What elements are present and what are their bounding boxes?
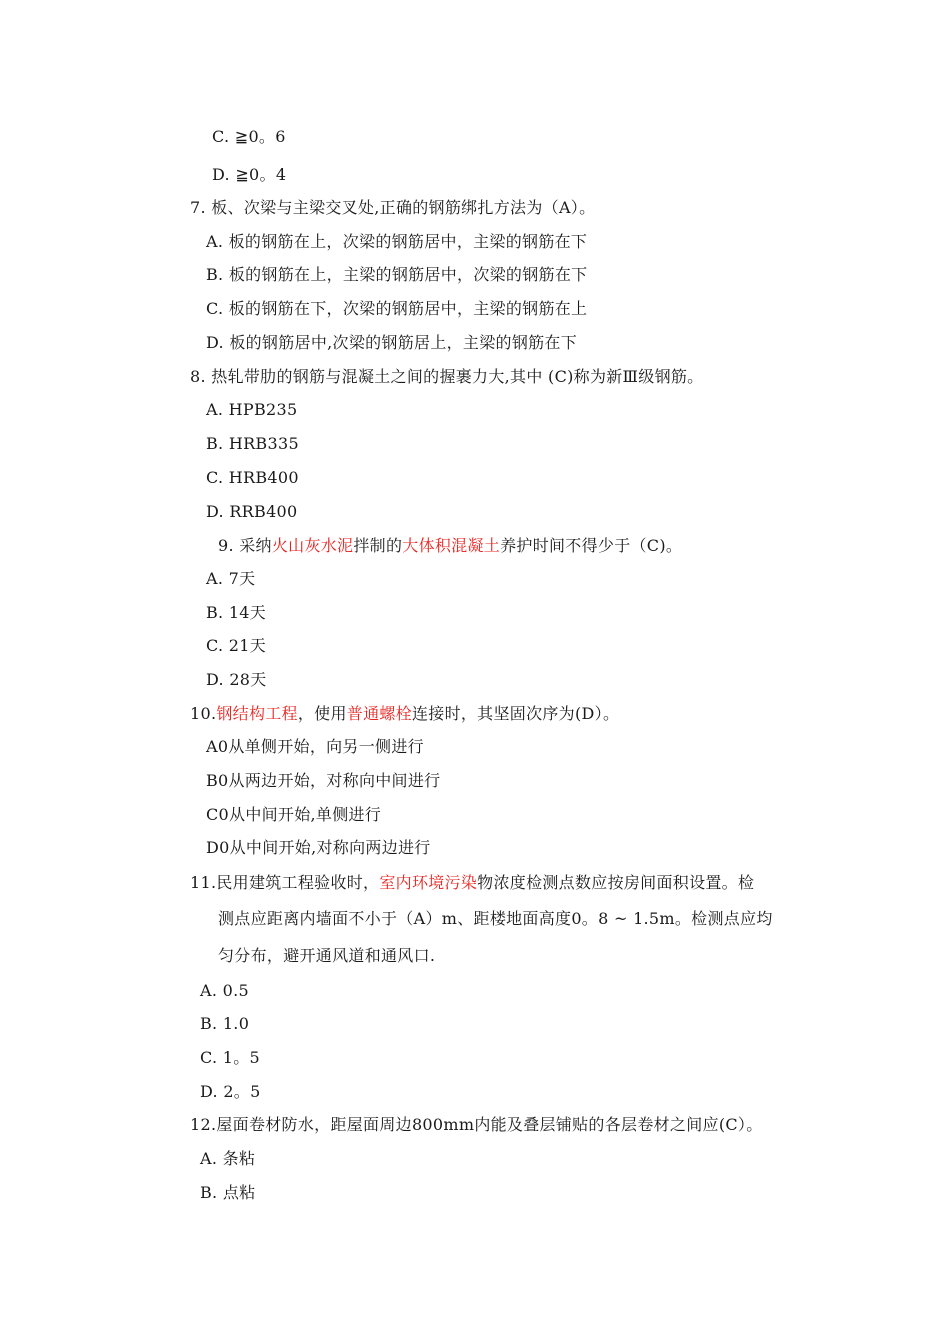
- q11-option-b: B. 1.0: [200, 1014, 250, 1033]
- q10-prefix: 10.: [190, 704, 217, 723]
- q7-option-d: D. 板的钢筋居中,次梁的钢筋居上，主梁的钢筋在下: [206, 333, 578, 352]
- q7-question: 7. 板、次梁与主梁交叉处,正确的钢筋绑扎方法为（A）。: [190, 198, 596, 217]
- q9-highlight-term: 火山灰水泥: [271, 536, 354, 555]
- q7-option-a: A. 板的钢筋在上，次梁的钢筋居中，主梁的钢筋在下: [206, 232, 588, 251]
- q11-highlight-term: 室内环境污染: [379, 873, 478, 892]
- q9-option-b: B. 14天: [206, 603, 267, 622]
- q10-highlight-term: 钢结构工程: [216, 704, 298, 723]
- q12-option-b: B. 点粘: [200, 1183, 256, 1202]
- q10-option-c: C0从中间开始,单侧进行: [206, 805, 382, 824]
- q6-option-d: D. ≧0。4: [212, 165, 287, 184]
- q8-option-a: A. HPB235: [206, 400, 298, 419]
- q7-option-c: C. 板的钢筋在下，次梁的钢筋居中，主梁的钢筋在上: [206, 299, 588, 318]
- q12-question: 12.屋面卷材防水，距屋面周边800mm内能及叠层铺贴的各层卷材之间应(C）。: [190, 1115, 763, 1134]
- q9-prefix: 9. 采纳: [218, 536, 272, 555]
- q8-question: 8. 热轧带肋的钢筋与混凝土之间的握裹力大,其中 (C)称为新Ⅲ级钢筋。: [190, 367, 704, 386]
- q9-suffix: 养护时间不得少于（C)。: [500, 536, 683, 555]
- q11-question-line2: 测点应距离内墙面不小于（A）m、距楼地面高度0。8 ~ 1.5m。检测点应均: [218, 909, 773, 928]
- q8-option-c: C. HRB400: [206, 468, 299, 487]
- q11-prefix: 11.民用建筑工程验收时，: [190, 873, 380, 892]
- q9-option-a: A. 7天: [206, 569, 256, 588]
- q10-mid: ，使用: [297, 704, 347, 723]
- q10-highlight-term: 普通螺栓: [346, 704, 412, 723]
- q10-suffix: 连接时，其坚固次序为(D）。: [411, 704, 620, 723]
- q8-option-b: B. HRB335: [206, 434, 299, 453]
- q11-suffix: 物浓度检测点数应按房间面积设置。检: [477, 873, 755, 892]
- q12-option-a: A. 条粘: [200, 1149, 256, 1168]
- q10-option-a: A0从单侧开始，向另一侧进行: [206, 737, 424, 756]
- q9-option-c: C. 21天: [206, 636, 267, 655]
- q11-option-a: A. 0.5: [200, 981, 249, 1000]
- q10-option-d: D0从中间开始,对称向两边进行: [206, 838, 431, 857]
- q9-question: [218, 536, 682, 556]
- q9-highlight-term: 大体积混凝土: [402, 536, 501, 555]
- q7-option-b: B. 板的钢筋在上，主梁的钢筋居中，次梁的钢筋在下: [206, 265, 588, 284]
- q10-option-b: B0从两边开始，对称向中间进行: [206, 771, 441, 790]
- q9-mid: 拌制的: [353, 536, 403, 555]
- q6-option-c: C. ≧0。6: [212, 127, 286, 146]
- q11-option-d: D. 2。5: [200, 1082, 261, 1101]
- q8-option-d: D. RRB400: [206, 502, 298, 521]
- q10-question: [190, 704, 619, 724]
- q11-question-line3: 匀分布，避开通风道和通风口.: [218, 946, 436, 965]
- q9-option-d: D. 28天: [206, 670, 267, 689]
- q11-option-c: C. 1。5: [200, 1048, 261, 1067]
- q11-question-line1: [190, 873, 754, 893]
